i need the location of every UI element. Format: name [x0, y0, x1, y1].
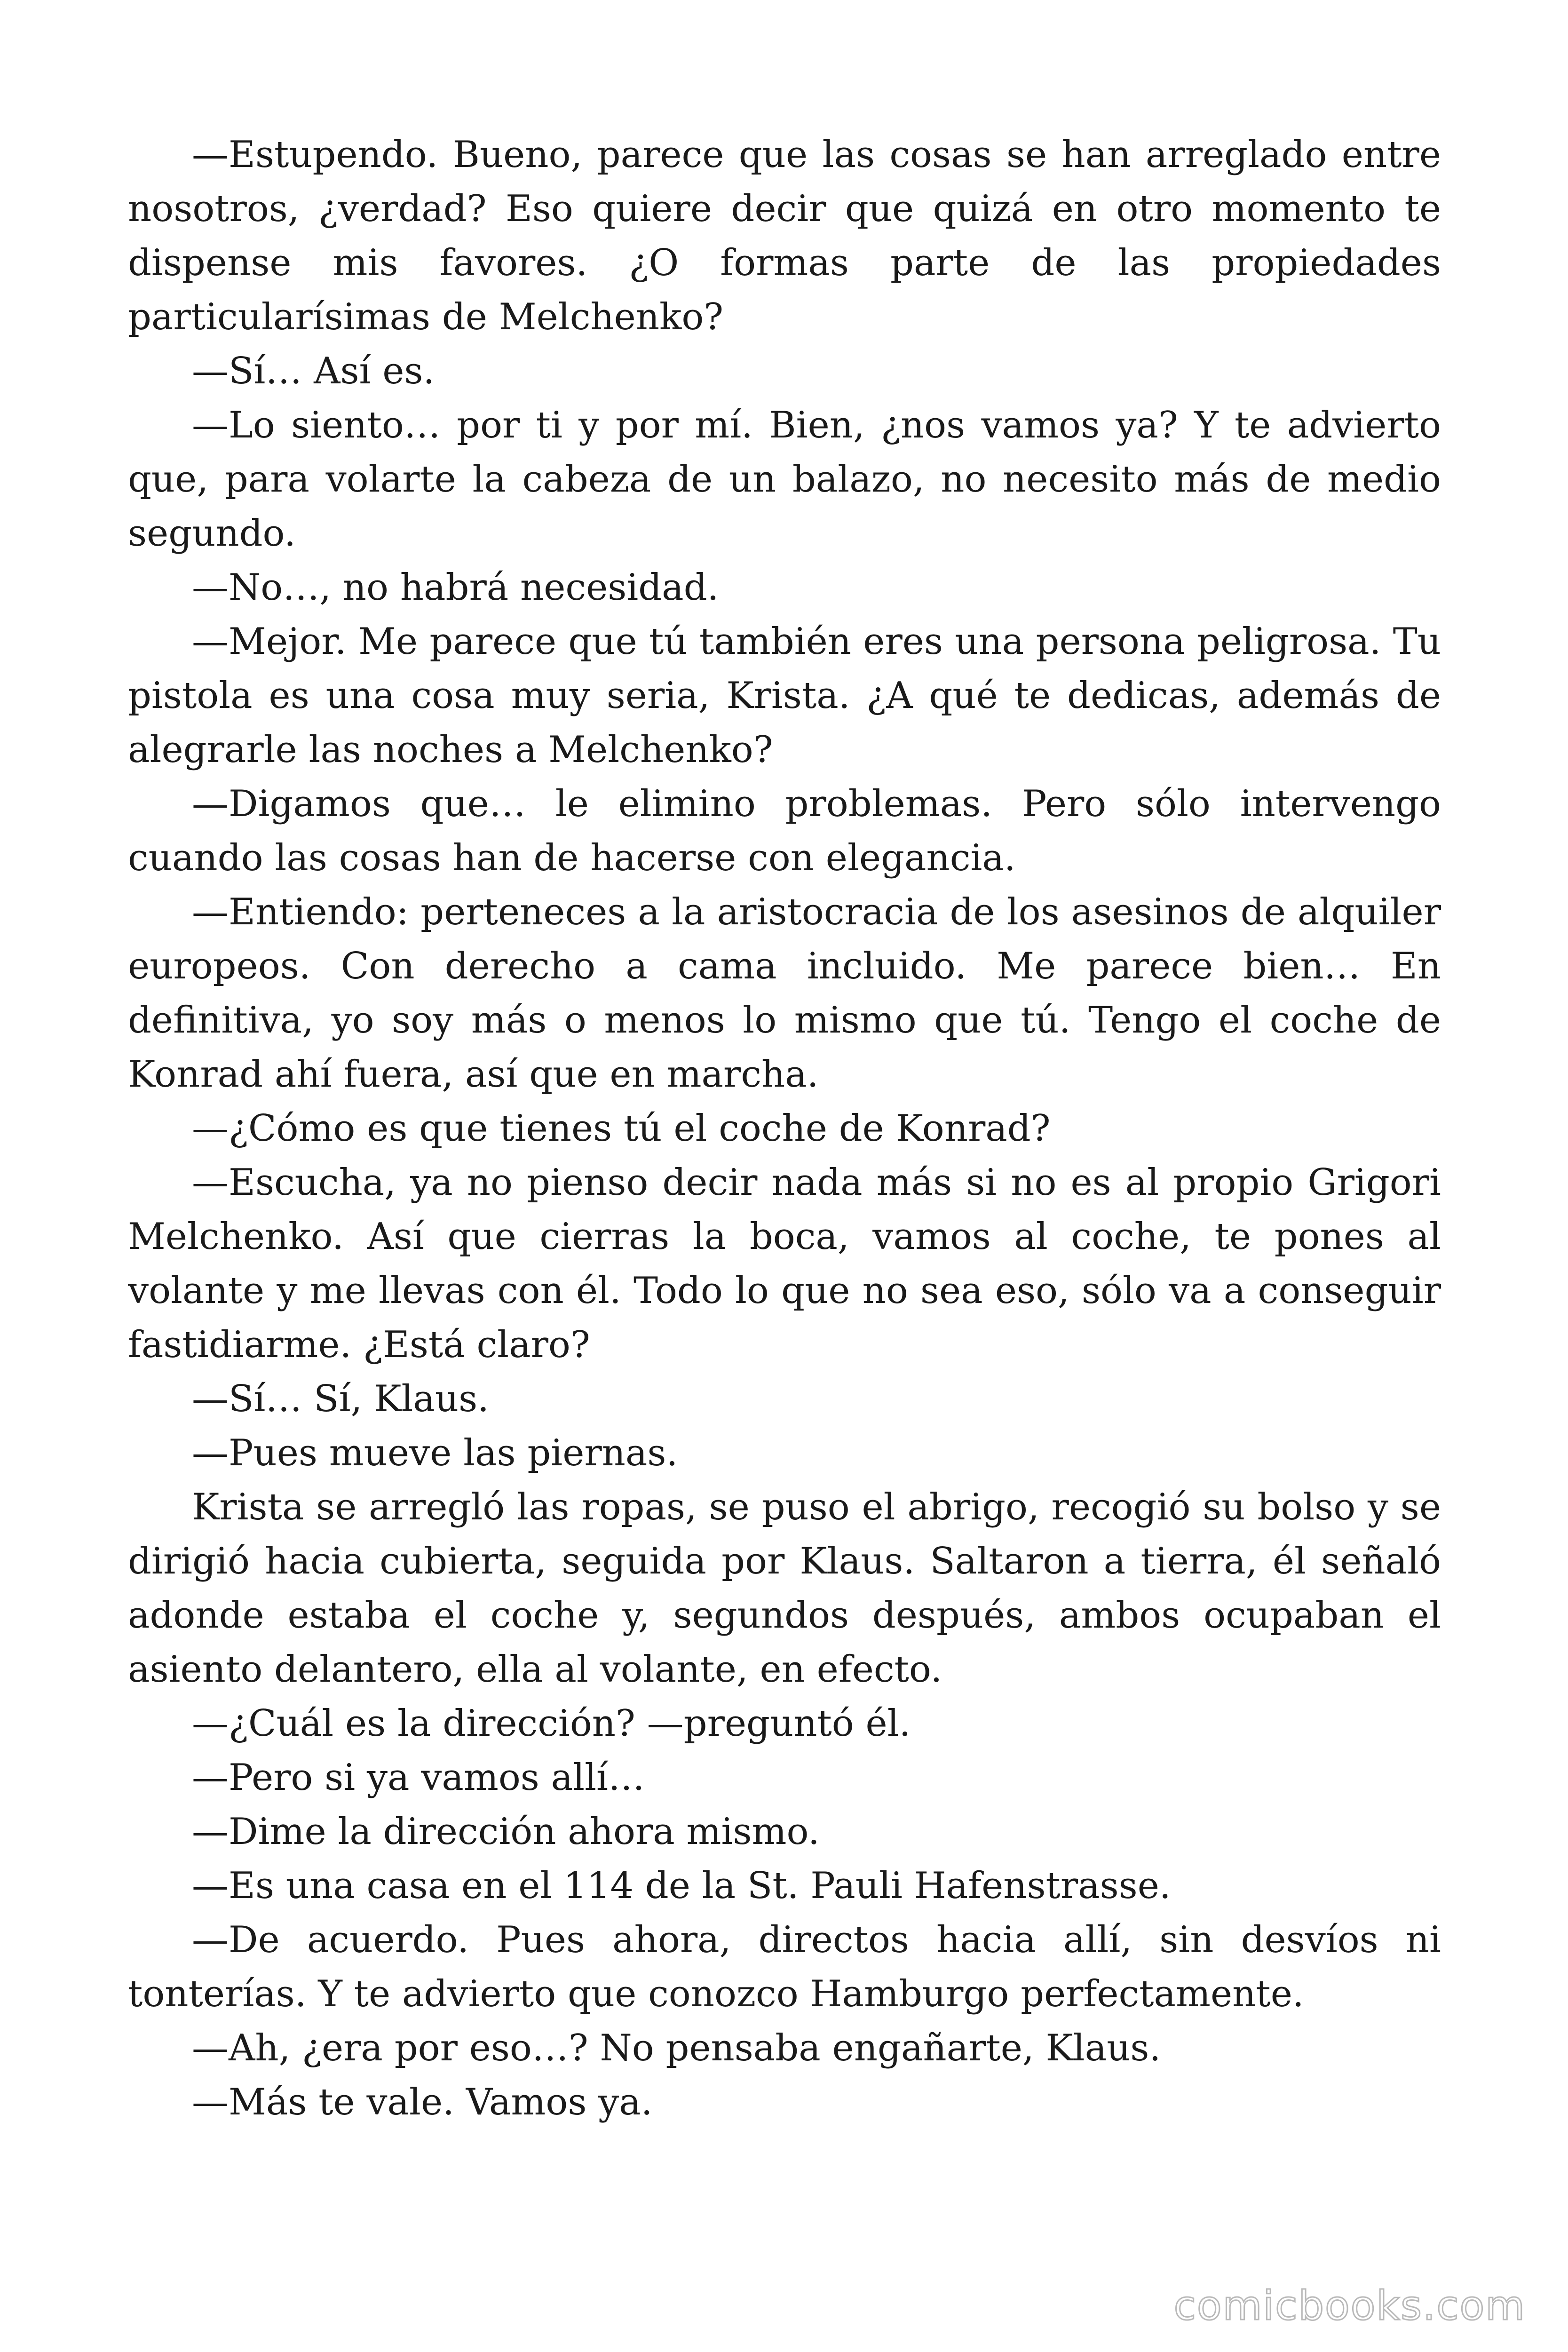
paragraph: —Ah, ¿era por eso…? No pensaba engañarte, Klaus.: [192, 2027, 1161, 2069]
paragraph: —Estupendo. Bueno, parece que las cosas se han arreglado entre nosotros, ¿verdad? Eso quiere decir que quizá en otro momento te dispense mis favores. ¿O formas parte de las propiedades particularísimas de Melchenko?: [128, 134, 1441, 338]
paragraph: Krista se arregló las ropas, se puso el abrigo, recogió su bolso y se dirigió hacia cubierta, seguida por Klaus. Saltaron a tierra, él señaló adonde estaba el coche y, segundos después, ambos ocupaban el asiento delantero, ella al volante, en efecto.: [128, 1486, 1441, 1691]
paragraph: —Lo siento… por ti y por mí. Bien, ¿nos vamos ya? Y te advierto que, para volarte la cabeza de un balazo, no necesito más de medio segundo.: [128, 404, 1441, 555]
paragraph: —De acuerdo. Pues ahora, directos hacia allí, sin desvíos ni tonterías. Y te advierto que conozco Hamburgo perfectamente.: [128, 1919, 1441, 2015]
paragraph: —Escucha, ya no pienso decir nada más si no es al propio Grigori Melchenko. Así que cierras la boca, vamos al coche, te pones al volante y me llevas con él. Todo lo que no sea eso, sólo va a conseguir fastidiarme. ¿Está claro?: [128, 1161, 1441, 1366]
paragraph: —Sí… Sí, Klaus.: [192, 1378, 489, 1420]
paragraph: —No…, no habrá necesidad.: [192, 566, 719, 609]
paragraph: —Mejor. Me parece que tú también eres una persona peligrosa. Tu pistola es una cosa muy seria, Krista. ¿A qué te dedicas, además de alegrarle las noches a Melchenko?: [128, 620, 1441, 771]
paragraph: —Más te vale. Vamos ya.: [192, 2081, 653, 2123]
paragraph: —¿Cuál es la dirección? —preguntó él.: [192, 1702, 911, 1745]
paragraph: —¿Cómo es que tienes tú el coche de Konrad?: [192, 1107, 1051, 1150]
page-text: [128, 128, 1441, 2130]
watermark: comicbooks.com: [1173, 2282, 1526, 2329]
paragraph: —Pues mueve las piernas.: [192, 1432, 678, 1474]
paragraph: —Sí… Así es.: [192, 350, 435, 392]
paragraph: —Pero si ya vamos allí…: [192, 1756, 645, 1799]
paragraph: —Digamos que… le elimino problemas. Pero sólo intervengo cuando las cosas han de hacerse con elegancia.: [128, 783, 1441, 879]
paragraph: —Dime la dirección ahora mismo.: [192, 1811, 820, 1853]
paragraph: —Entiendo: perteneces a la aristocracia de los asesinos de alquiler europeos. Con derecho a cama incluido. Me parece bien… En definitiva, yo soy más o menos lo mismo que tú. Tengo el coche de Konrad ahí fuera, así que en marcha.: [128, 891, 1441, 1096]
paragraph: —Es una casa en el 114 de la St. Pauli Hafenstrasse.: [192, 1865, 1171, 1907]
book-page: [128, 128, 1441, 2207]
